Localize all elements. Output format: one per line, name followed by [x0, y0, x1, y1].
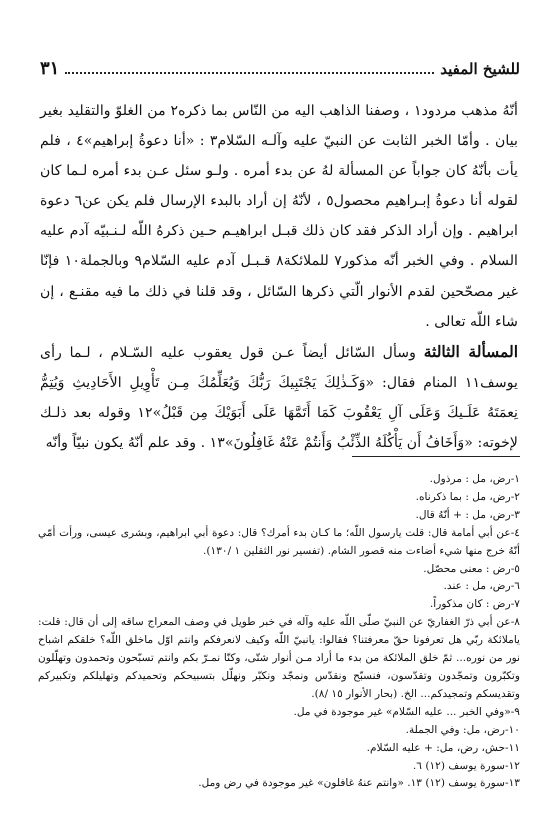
footnote: ٧-رض : كان مذكوراً. — [429, 598, 520, 611]
header-title: للشيخ المفيد — [440, 60, 520, 78]
footnote: ١٠-رض، مل: وفي الجملة. — [405, 723, 520, 736]
footnote: ٩-«وفي الخبر ... عليه السّلام» غير موجودة في مل. — [293, 705, 520, 718]
footnote: ٤-عن أبي أمامة قال: قلت يارسول اللّه؛ ما كـان بدء أمرك؟ قال: دعوة أبي ابراهيم، وبشرى عيسى، ورأت أمّي أنّهُ خرج منها شيء أضاءت منه قصور الشام. (تفسير نور الثقلين ١ /١٣٠). — [38, 526, 520, 557]
footnotes-list — [38, 471, 520, 793]
footnote: ١-رض، مل : مرذول. — [429, 473, 520, 485]
page-number: ٣١ — [40, 58, 60, 79]
header-dotted-leader — [65, 60, 434, 74]
running-header — [40, 58, 520, 84]
footnote: ٥-رض : معنى محصّل. — [423, 562, 520, 575]
paragraph-1: أنّهُ مذهب مردود١ ، وصفنا الذاهب اليه من النّاس بما ذكره٢ من الغلوّ والتقليد بغير بيان . وأمّا الخبر الثابت عن النبيّ عليه وآلـه السّلام٣ : «أنا دعوةُ إبراهيم»٤ ، فلم يأت بأنّهُ كان جواباً عن المسألة لهُ عن بدء أمره . ولـو سئل عـن بدء أمره لـما كان لقوله أنا دعوةُ إبـراهيم محصول٥ ، لأنّهُ إن أراد بالبدء الإرسال فلم يكن عن٦ دعوة ابراهيم . وإن أراد الذكر فقد كان ذلك قبـل ابراهيـم حـين ذكرهُ اللّه لـنـبيّه آدم عليه السلام . وفي الخبر أنّه مذكور٧ للملائكة٨ قـبـل آدم عليه السّلام٩ وبالجملة١٠ فإنّا غير مصحّحين لقدم الأنوار الّتي ذكرها السّائل ، وقد قلنا في ذلك ما فيه مقنـع ، إن شاء اللّه تعالى . — [40, 103, 518, 330]
footnote: ٦-رض، مل : عند. — [443, 580, 520, 593]
paragraph-2 — [40, 337, 518, 458]
footnote: ٣-رض، مل : + أنّهُ قال. — [415, 508, 520, 521]
footnote: ٨-عن أبي ذرّ الغفاريّ عن النبيّ صلّى اللّه عليه وآله في خبر طويل في وصف المعراج ساقه إلى أن قال: قلت: ياملائكة ربّي هل تعرفونا حقّ معرفتنا؟ فقالوا: يانبيّ اللّه وكيف لانعرفكم وانتم اوّل ماخلق اللّه؟ خلقكم اشباح نور من نوره... ثمّ خلق الملائكة من بدء ما أراد مـن أنوار شتّى، وكنّا نمـرّ بكم وانتم تسبّحون وتحمدون وتهلّلون وتكبّرون وتمجّدون وتقدّسون، فنسبّح ونقدّس ونمجّد ونكبّر ونهلّل بتسبيحكم وتحميدكم وتهليلكم وتكبيركم وتقديسكم وتمجيدكم... الخ. (بحار الأنوار ١٥ /٨). — [38, 616, 520, 700]
footnote: ٢-رض، مل : بما ذكرناه. — [415, 490, 520, 503]
footnote-separator — [352, 456, 520, 457]
section-heading: المسألة الثالثة — [423, 341, 519, 361]
footnote: ١١-حش، رض، مل: + عليه السّلام. — [366, 741, 520, 754]
paragraph-2-text: وسأل السّائل أيضاً عـن قول يعقوب عليه السّـلام ، لـما رأى يوسف١١ المنام فقال: «وَكَـذٰلِكَ يَجْتَبِيكَ رَبُّكَ وَيُعَلِّمُكَ مِـن تَأْوِيلِ الأَحَادِيثِ وَيُتِمُّ نِعمَتَهُ عَلَـيكَ وَعَلَى آلِ يَعْقُوبَ كَمَا أَتَمَّهَا عَلَى أَبَوَيْكَ مِن قَبْلُ»١٢ وقوله بعد ذلـك لإخوته: «وَأَخَافُ أَن يَأْكُلَهُ الذِّئْبُ وَأَنتُمْ عَنْهُ غَافِلُونَ»١٣ . وقد علم أنّهُ يكون نبيّاً وأنّه — [40, 344, 518, 452]
footnote: ١٢-سورة يوسف (١٢) ٦. — [412, 759, 520, 772]
main-text — [40, 96, 518, 458]
footnote: ١٣-سورة يوسف (١٢) ١٣. «وانتم عنهُ غافلون» غير موجودة في رض ومل. — [198, 777, 520, 790]
